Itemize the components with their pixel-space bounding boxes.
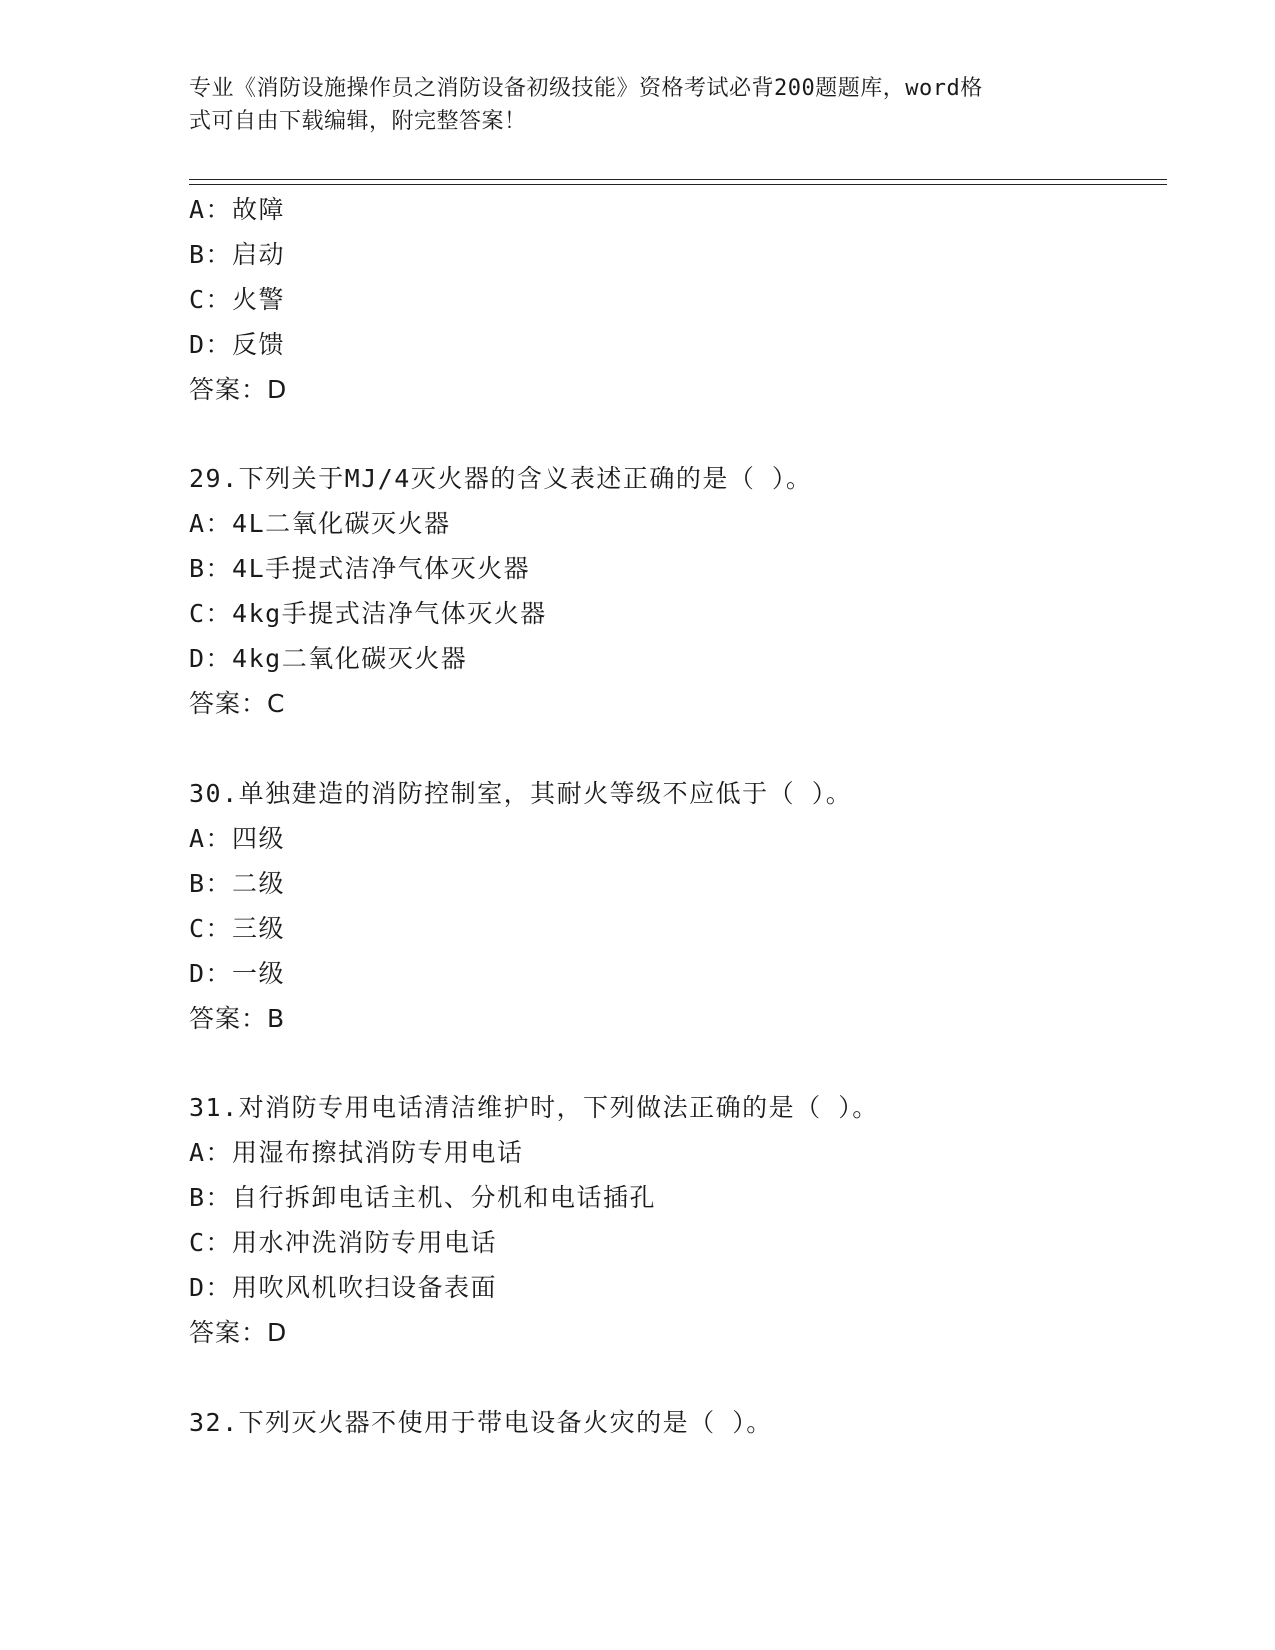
q29-option-d: D：4kg二氧化碳灭火器 <box>189 644 468 673</box>
q28-option-a: A：故障 <box>189 195 286 224</box>
header-divider-top <box>189 179 1167 180</box>
q30-option-c: C：三级 <box>189 914 286 943</box>
document-header <box>189 72 1089 138</box>
q29-option-c: C：4kg手提式洁净气体灭火器 <box>189 599 547 628</box>
header-divider-bottom <box>189 184 1167 185</box>
q30-question: 30.单独建造的消防控制室，其耐火等级不应低于（ ）。 <box>189 779 853 808</box>
q31-answer: 答案：D <box>189 1318 288 1347</box>
q29-option-b: B：4L手提式洁净气体灭火器 <box>189 554 531 583</box>
q30-option-b: B：二级 <box>189 869 286 898</box>
q31-option-c: C：用水冲洗消防专用电话 <box>189 1228 498 1257</box>
q30-option-d: D：一级 <box>189 959 286 988</box>
q28-option-b: B：启动 <box>189 240 286 269</box>
q31-option-a: A：用湿布擦拭消防专用电话 <box>189 1138 524 1167</box>
q29-answer: 答案：C <box>189 689 286 718</box>
q32-question: 32.下列灭火器不使用于带电设备火灾的是（ ）。 <box>189 1408 773 1437</box>
q31-option-d: D：用吹风机吹扫设备表面 <box>189 1273 498 1302</box>
q30-option-a: A：四级 <box>189 824 286 853</box>
q28-option-c: C：火警 <box>189 285 286 314</box>
header-line-2: 式可自由下载编辑，附完整答案！ <box>189 109 527 134</box>
q30-answer: 答案：B <box>189 1004 286 1033</box>
q31-option-b: B：自行拆卸电话主机、分机和电话插孔 <box>189 1183 657 1212</box>
header-line-1: 专业《消防设施操作员之消防设备初级技能》资格考试必背200题题库，word格 <box>189 76 983 101</box>
q31-question: 31.对消防专用电话清洁维护时，下列做法正确的是（ ）。 <box>189 1093 879 1122</box>
q29-question: 29.下列关于MJ/4灭火器的含义表述正确的是（ ）。 <box>189 464 813 493</box>
q28-option-d: D：反馈 <box>189 330 286 359</box>
q28-answer: 答案：D <box>189 375 288 404</box>
q29-option-a: A：4L二氧化碳灭火器 <box>189 509 451 538</box>
